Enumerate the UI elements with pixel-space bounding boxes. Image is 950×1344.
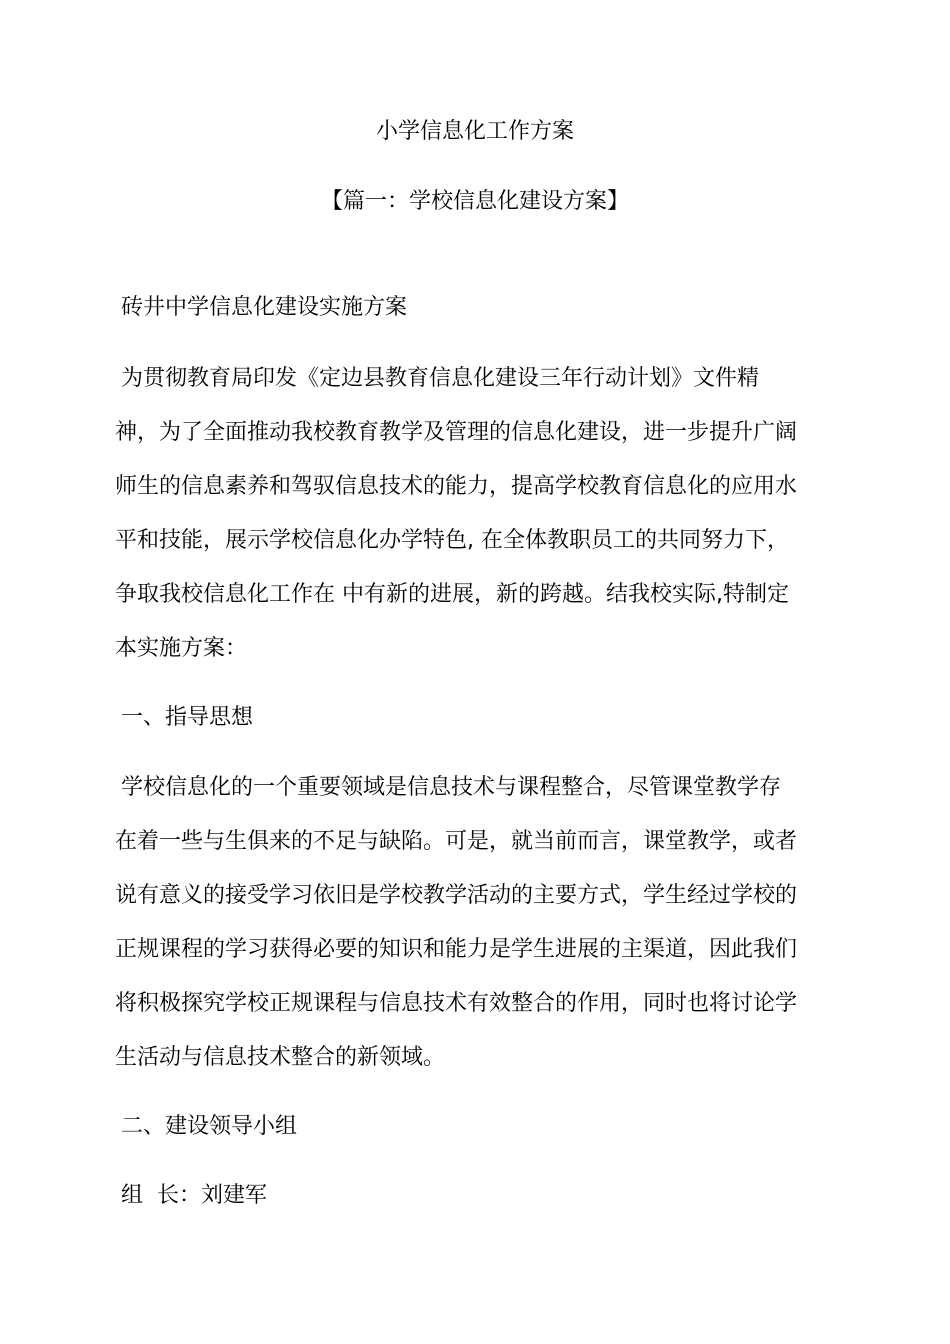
intro-line-5: 争取我校信息化工作在 中有新的进展，新的跨越。结我校实际,特制定 xyxy=(115,582,789,607)
section-1-line-4: 正规课程的学习获得必要的知识和能力是学生进展的主渠道，因此我们 xyxy=(115,937,798,962)
intro-line-1: 为贯彻教育局印发《定边县教育信息化建设三年行动计划》文件精 xyxy=(121,366,760,391)
intro-line-3: 师生的信息素养和驾驭信息技术的能力，提高学校教育信息化的应用水 xyxy=(115,474,798,499)
intro-line-2: 神，为了全面推动我校教育教学及管理的信息化建设，进一步提升广阔 xyxy=(115,420,798,445)
document-subtitle: 【篇一：学校信息化建设方案】 xyxy=(320,189,629,214)
section-1-line-3: 说有意义的接受学习依旧是学校教学活动的主要方式，学生经过学校的 xyxy=(115,883,798,908)
intro-line-4: 平和技能，展示学校信息化办学特色, 在全体教职员工的共同努力下， xyxy=(115,528,789,553)
leader-line: 组 长：刘建军 xyxy=(121,1183,267,1208)
section-1-heading: 一、指导思想 xyxy=(121,705,254,730)
section-1-line-1: 学校信息化的一个重要领域是信息技术与课程整合，尽管课堂教学存 xyxy=(121,775,782,800)
section-1-line-2: 在着一些与生俱来的不足与缺陷。可是，就当前而言，课堂教学，或者 xyxy=(115,829,798,854)
intro-line-6: 本实施方案： xyxy=(115,636,248,661)
section-1-line-5: 将积极探究学校正规课程与信息技术有效整合的作用，同时也将讨论学 xyxy=(115,991,798,1016)
plan-heading: 砖井中学信息化建设实施方案 xyxy=(121,295,408,320)
section-1-line-6: 生活动与信息技术整合的新领域。 xyxy=(115,1045,446,1070)
document-title: 小学信息化工作方案 xyxy=(375,119,574,144)
section-2-heading: 二、建设领导小组 xyxy=(121,1114,298,1139)
